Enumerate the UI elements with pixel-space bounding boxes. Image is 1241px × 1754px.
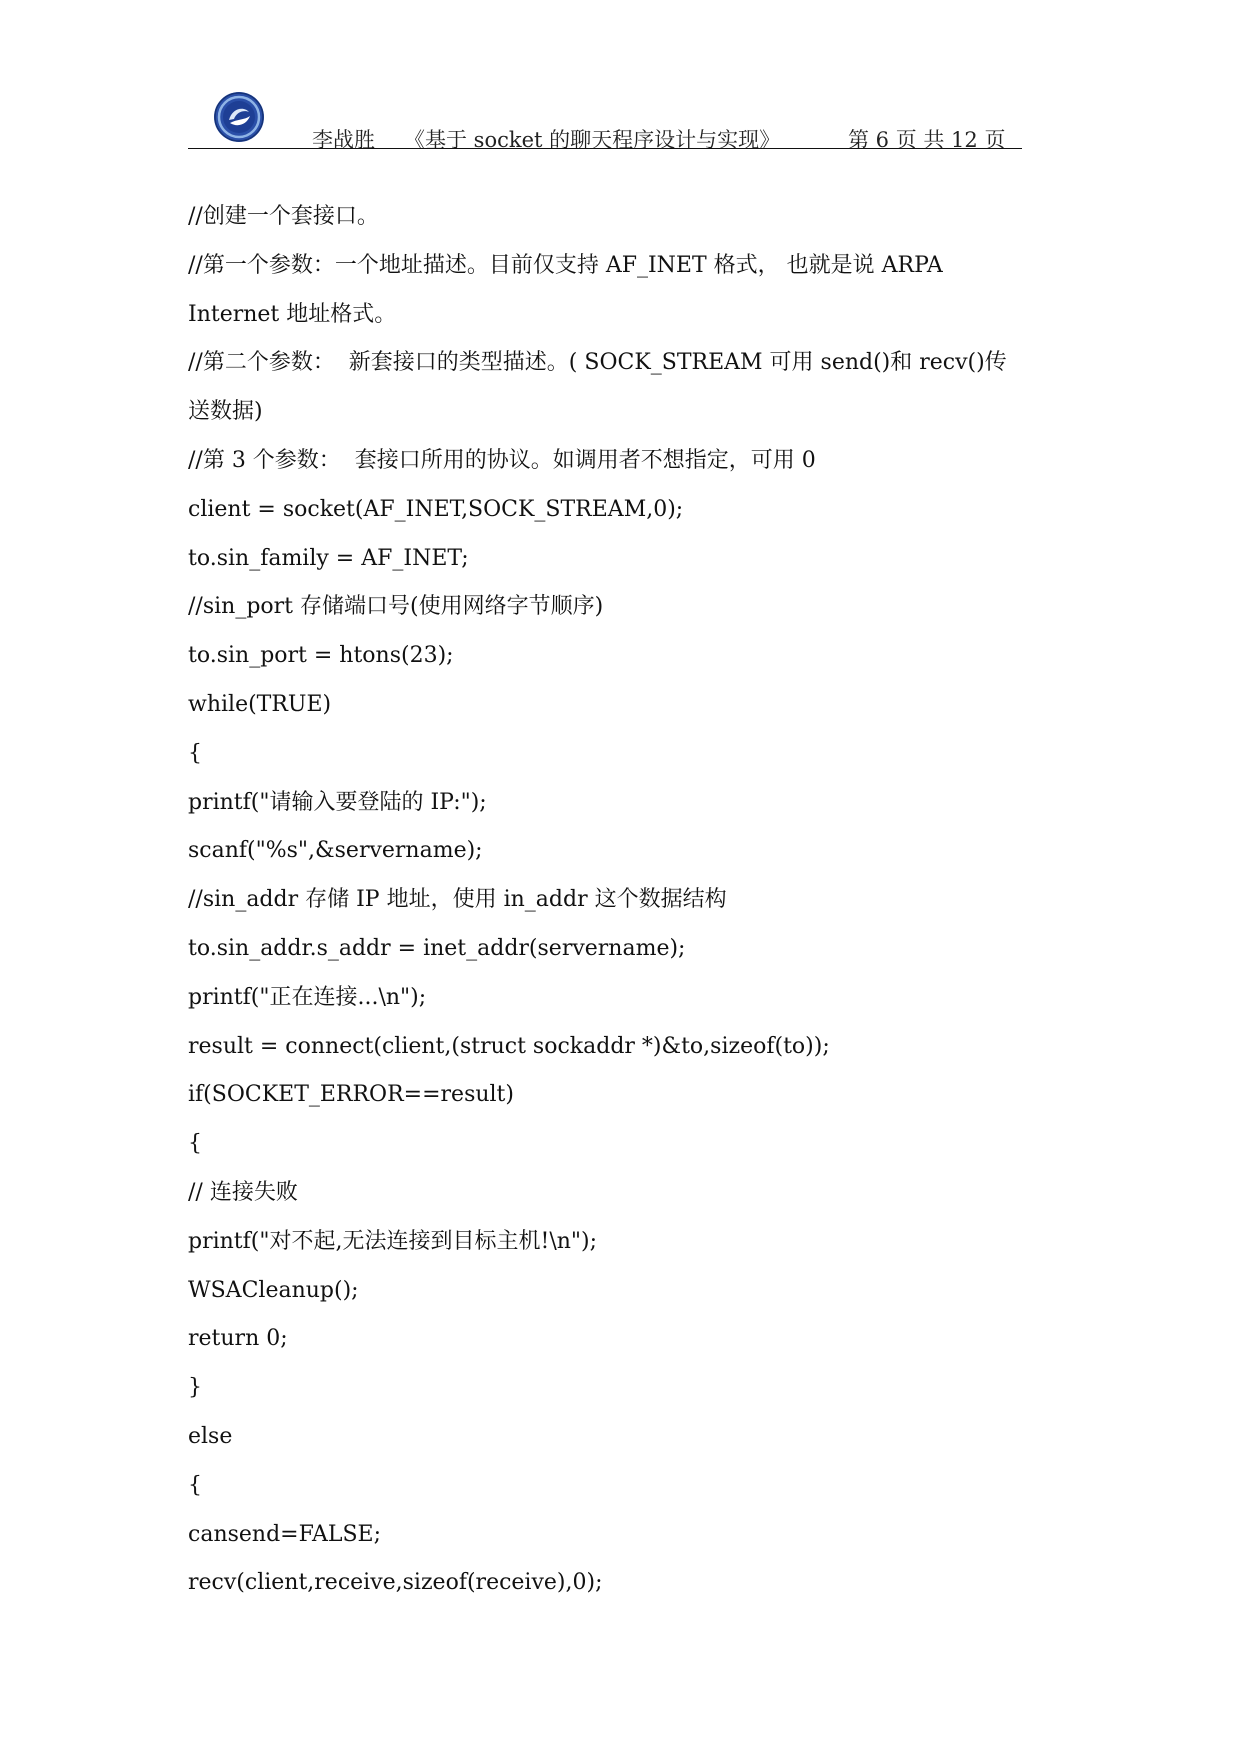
- code-line: //第 3 个参数： 套接口所用的协议。如调用者不想指定，可用 0: [188, 447, 816, 473]
- university-seal-icon: [212, 90, 266, 144]
- code-line: if(SOCKET_ERROR==result): [188, 1082, 514, 1108]
- code-line: to.sin_port = htons(23);: [188, 643, 454, 669]
- code-line: to.sin_family = AF_INET;: [188, 545, 469, 571]
- code-line: {: [188, 740, 202, 766]
- header-author: 李战胜: [312, 128, 375, 152]
- code-listing: [188, 193, 1068, 1608]
- code-line: while(TRUE): [188, 691, 332, 717]
- code-line: //创建一个套接口。: [188, 204, 379, 229]
- code-line: }: [188, 1375, 202, 1401]
- code-line: //sin_addr 存储 IP 地址，使用 in_addr 这个数据结构: [188, 887, 727, 913]
- code-line: result = connect(client,(struct sockaddr *)&to,sizeof(to));: [188, 1033, 830, 1059]
- code-line: else: [188, 1423, 233, 1449]
- code-line: to.sin_addr.s_addr = inet_addr(servername);: [188, 935, 686, 961]
- code-line: // 连接失败: [188, 1179, 298, 1205]
- code-line: //第一个参数：一个地址描述。目前仅支持 AF_INET 格式， 也就是说 ARPA: [188, 252, 943, 278]
- code-line: client = socket(AF_INET,SOCK_STREAM,0);: [188, 496, 684, 522]
- code-line: cansend=FALSE;: [188, 1521, 381, 1547]
- header-document-title: 《基于 socket 的聊天程序设计与实现》: [404, 128, 781, 152]
- header-divider: [188, 148, 1022, 149]
- code-line: WSACleanup();: [188, 1277, 359, 1303]
- header-page-number: 第 6 页 共 12 页: [848, 128, 1006, 152]
- code-line: 送数据): [188, 399, 263, 425]
- code-line: //sin_port 存储端口号(使用网络字节顺序): [188, 594, 604, 620]
- code-line: return 0;: [188, 1326, 288, 1352]
- code-line: printf("正在连接...\n");: [188, 984, 427, 1010]
- code-line: Internet 地址格式。: [188, 301, 397, 327]
- code-line: printf("对不起,无法连接到目标主机!\n");: [188, 1228, 598, 1254]
- code-line: printf("请输入要登陆的 IP:");: [188, 789, 487, 815]
- code-line: {: [188, 1472, 202, 1498]
- code-line: scanf("%s",&servername);: [188, 838, 483, 864]
- code-line: recv(client,receive,sizeof(receive),0);: [188, 1570, 603, 1596]
- code-line: //第二个参数： 新套接口的类型描述。( SOCK_STREAM 可用 send()和 recv()传: [188, 350, 1007, 376]
- code-line: {: [188, 1131, 202, 1157]
